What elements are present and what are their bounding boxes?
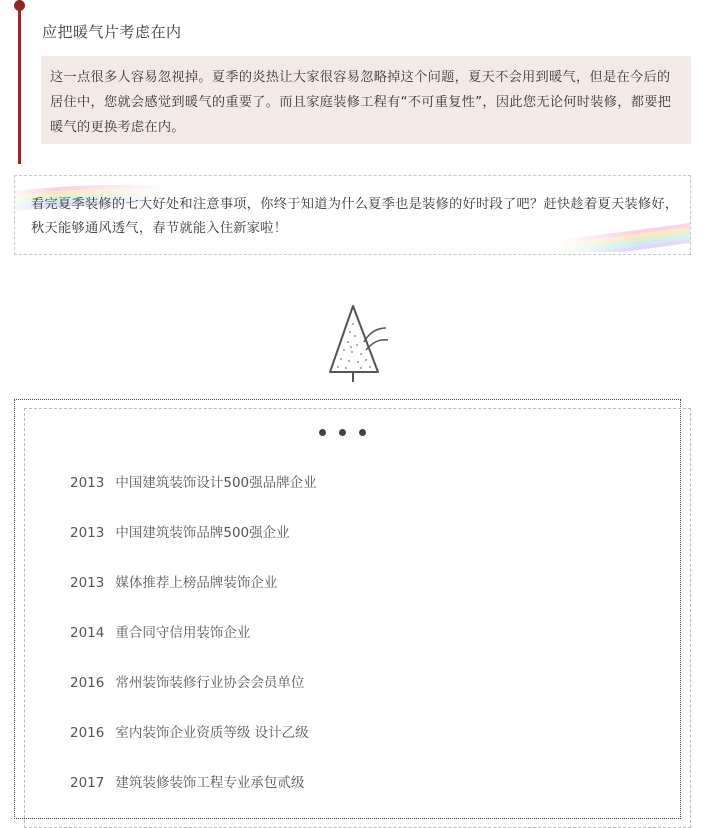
award-title: 重合同守信用装饰企业 (115, 625, 251, 641)
award-year: 2013 (70, 575, 105, 591)
award-title: 建筑装修装饰工程专业承包贰级 (115, 775, 305, 791)
tip-text: 这一点很多人容易忽视掉。夏季的炎热让大家很容易忽略掉这个问题，夏天不会用到暖气，但是在今后的居住中，您就会感觉到暖气的重要了。而且家庭装修工程有“不可重复性”，因此您无论何时装修，都要把暖气的更换考虑在内。 (50, 70, 672, 135)
summary-text: 看完夏季装修的七大好处和注意事项，你终于知道为什么夏季也是装修的好时段了吧？赶快趁着夏天装修好，秋天能够通风透气，春节就能入住新家啦！ (31, 197, 679, 236)
section-heading: 应把暖气片考虑在内 (42, 23, 182, 41)
award-title: 常州装饰装修行业协会会员单位 (115, 675, 305, 691)
award-item (70, 621, 250, 641)
summary-box (14, 175, 691, 255)
tip-box (41, 56, 691, 144)
award-item (70, 671, 304, 691)
award-item (70, 521, 290, 541)
award-year: 2013 (70, 525, 105, 541)
ellipsis-dots-icon (319, 429, 369, 439)
timeline-dot (14, 0, 25, 11)
award-item (70, 571, 277, 591)
award-title: 媒体推荐上榜品牌装饰企业 (115, 575, 278, 591)
timeline-line (18, 0, 21, 164)
award-year: 2016 (70, 675, 105, 691)
award-item (70, 721, 309, 741)
award-title: 中国建筑装饰设计500强品牌企业 (115, 475, 317, 491)
award-year: 2014 (70, 625, 105, 641)
award-item (70, 471, 317, 491)
award-item (70, 771, 304, 791)
award-year: 2016 (70, 725, 105, 741)
award-title: 室内装饰企业资质等级 设计乙级 (115, 725, 309, 741)
award-title: 中国建筑装饰品牌500强企业 (115, 525, 290, 541)
tree-icon (320, 302, 392, 384)
award-year: 2013 (70, 475, 105, 491)
award-year: 2017 (70, 775, 105, 791)
